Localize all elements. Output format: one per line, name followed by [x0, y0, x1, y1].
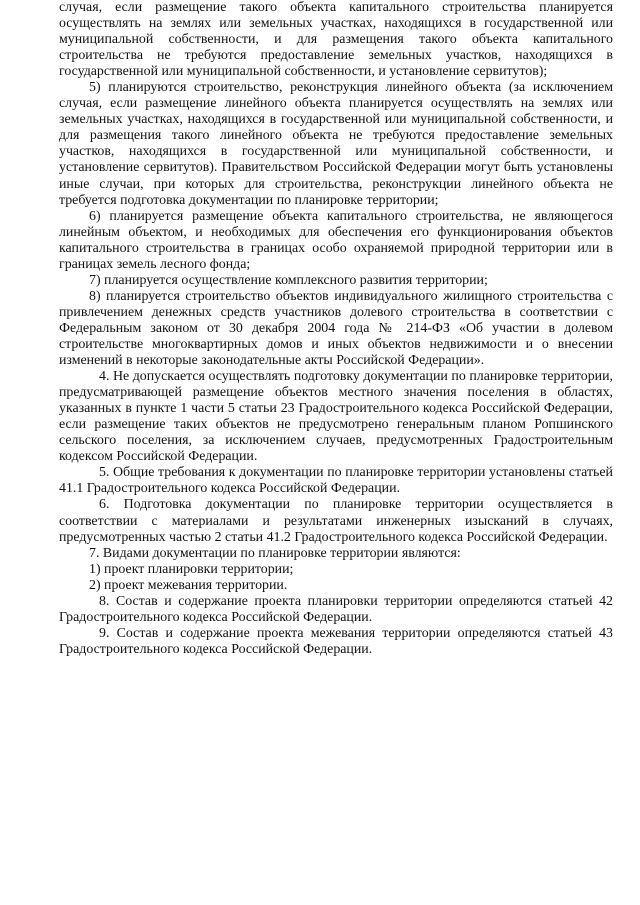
list-item-5: 5) планируются строительство, реконструкция линейного объекта (за исключением случая, если размещение линейного объекта планируется осуществлять на землях или земельных участках, находящихся в государственной или муниципальной собственности, и для размещения такого линейного объекта не требуются предоставление земельных участков, находящихся в государственной или муниципальной собственности, и установление сервитутов). Правительством Российской Федерации могут быть установлены иные случаи, при которых для строительства, реконструкции линейного объекта не требуется подготовка документации по планировке территории;: [59, 80, 613, 208]
list-item-8: 8) планируется строительство объектов индивидуального жилищного строительства с привлечением денежных средств участников долевого строительства в соответствии с Федеральным законом от 30 декабря 2004 года № 214-ФЗ «Об участии в долевом строительстве многоквартирных домов и иных объектов недвижимости и о внесении изменений в некоторые законодательные акты Российской Федерации».: [59, 288, 613, 369]
clause-9: 9. Состав и содержание проекта межевания территории определяются статьей 43 Градостроительного кодекса Российской Федерации.: [59, 625, 613, 657]
clause-7-item-1: 1) проект планировки территории;: [89, 561, 294, 577]
list-item-6: 6) планируется размещение объекта капитального строительства, не являющегося линейным объектом, и необходимых для обеспечения его функционирования объектов капитального строительства в границах особо охраняемой природной территории или в границах земель лесного фонда;: [59, 208, 613, 272]
clause-7-item-2: 2) проект межевания территории.: [89, 577, 288, 593]
clause-8: 8. Состав и содержание проекта планировки территории определяются статьей 42 Градостроительного кодекса Российской Федерации.: [59, 593, 613, 625]
clause-6: 6. Подготовка документации по планировке территории осуществляется в соответствии с материалами и результатами инженерных изысканий в случаях, предусмотренных частью 2 статьи 41.2 Градостроительного кодекса Российской Федерации.: [59, 497, 613, 545]
clause-7: 7. Видами документации по планировке территории являются:: [89, 545, 461, 561]
clause-5: 5. Общие требования к документации по планировке территории установлены статьей 41.1 Градостроительного кодекса Российской Федерации.: [59, 465, 613, 497]
clause-4: 4. Не допускается осуществлять подготовку документации по планировке территории, предусматривающей размещение объектов местного значения поселения в областях, указанных в пункте 1 части 5 статьи 23 Градостроительного кодекса Российской Федерации, если размещение таких объектов не предусмотрено генеральным планом Ропшинского сельского поселения, за исключением случаев, предусмотренных Градостроительным кодексом Российской Федерации.: [59, 369, 613, 465]
list-item-7: 7) планируется осуществление комплексного развития территории;: [89, 272, 488, 288]
paragraph-continuation: случая, если размещение такого объекта капитального строительства планируется осуществлять на землях или земельных участках, находящихся в государственной или муниципальной собственности, и для размещения такого объекта капитального строительства не требуются предоставление земельных участков, находящихся в государственной или муниципальной собственности, и установление сервитутов);: [59, 0, 613, 80]
